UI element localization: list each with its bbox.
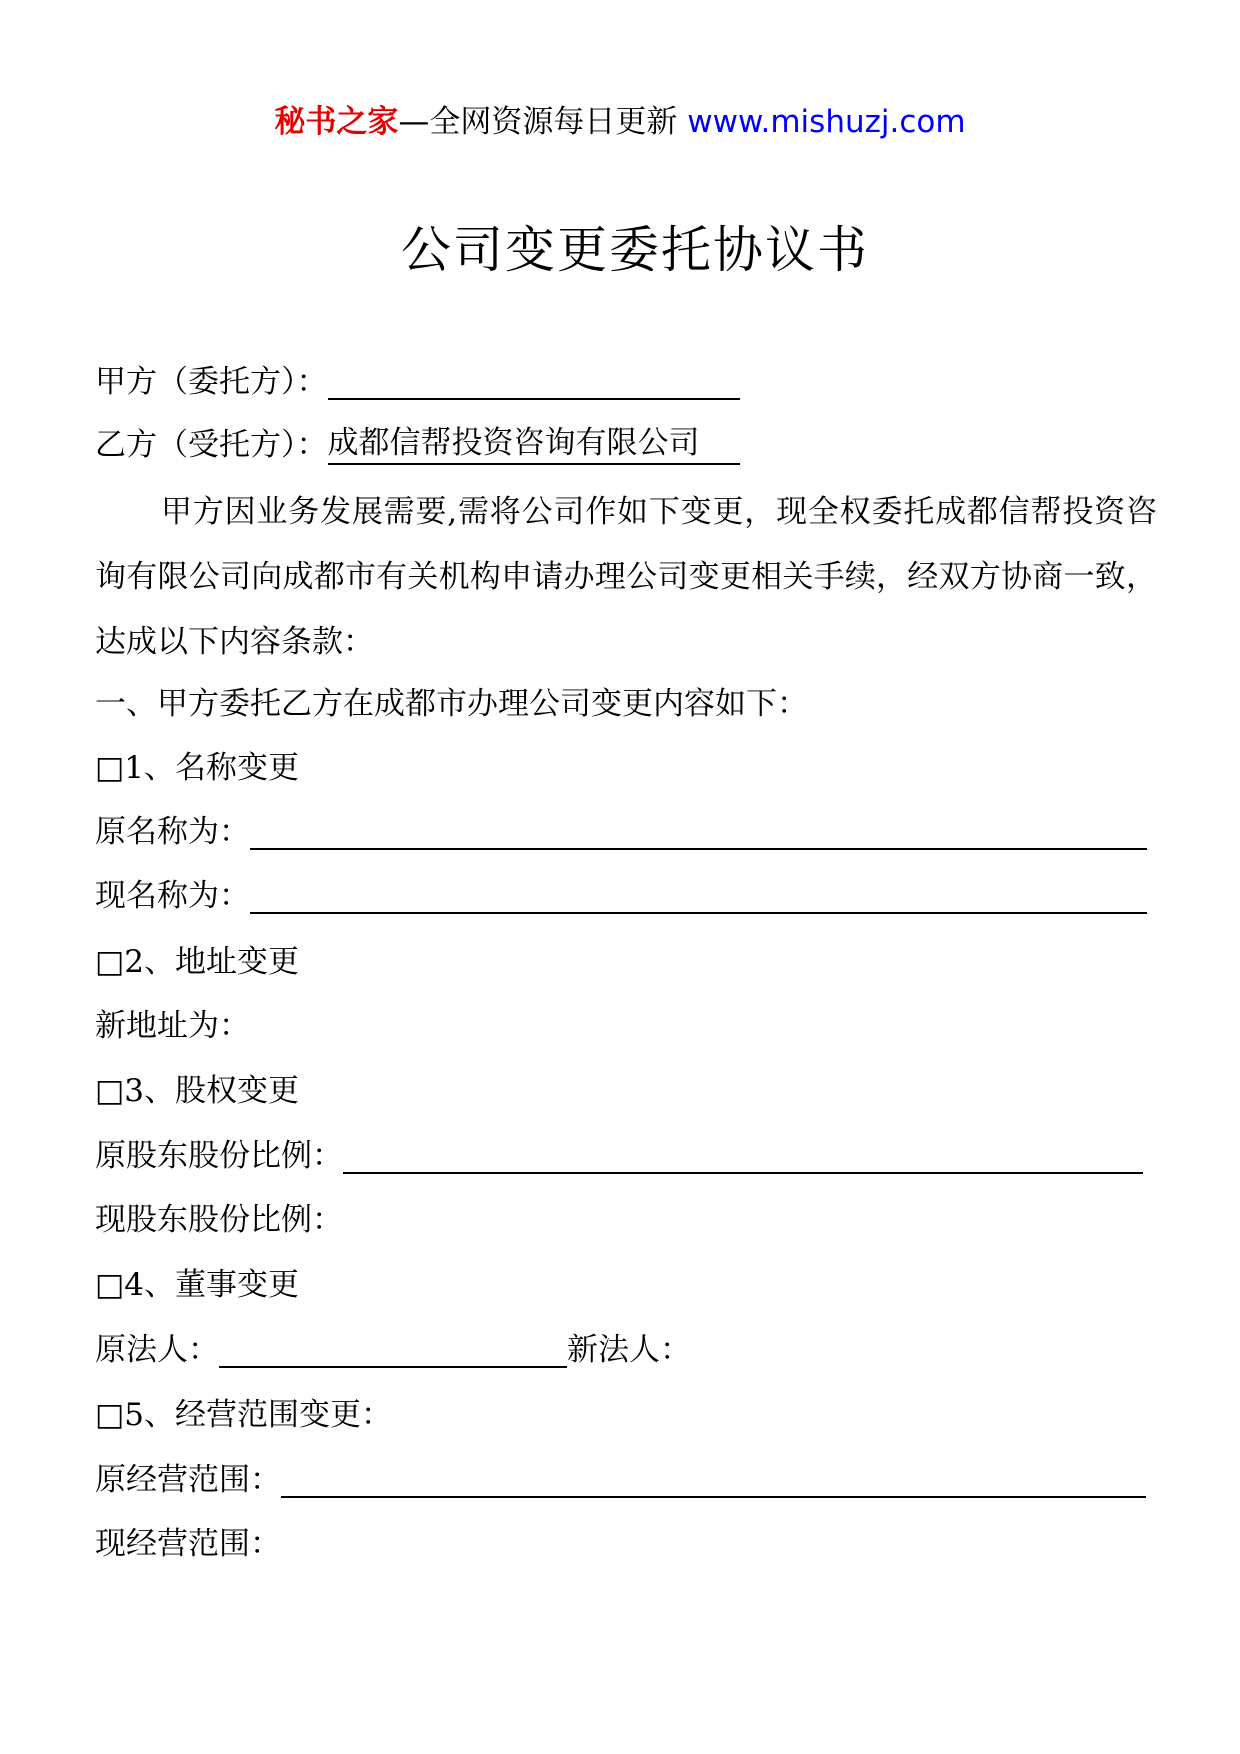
old-scope-label: 原经营范围： — [95, 1462, 281, 1498]
checkbox-director-change[interactable]: □ — [95, 1267, 125, 1303]
item-3-equity-change — [95, 1071, 299, 1111]
party-a-row — [95, 362, 740, 402]
header-tagline: —全网资源每日更新 — [398, 104, 678, 140]
party-b-label: 乙方（受托方）： — [95, 427, 328, 463]
party-b-row — [95, 423, 740, 465]
item-1-label: 1、名称变更 — [124, 750, 300, 786]
old-scope-blank[interactable] — [281, 1466, 1146, 1498]
new-address-label: 新地址为： — [95, 1008, 250, 1044]
item-1-name-change — [95, 748, 299, 788]
section-1-heading: 一、甲方委托乙方在成都市办理公司变更内容如下： — [95, 686, 808, 722]
checkbox-equity-change[interactable]: □ — [95, 1073, 125, 1109]
old-equity-row — [95, 1136, 1143, 1176]
new-name-label: 现名称为： — [95, 878, 250, 914]
old-equity-label: 原股东股份比例： — [95, 1138, 343, 1174]
old-name-row — [95, 812, 1147, 852]
item-5-label: 5、经营范围变更： — [124, 1397, 393, 1433]
checkbox-name-change[interactable]: □ — [95, 750, 125, 786]
party-a-blank[interactable] — [328, 368, 740, 400]
old-name-blank[interactable] — [250, 818, 1147, 850]
old-scope-row — [95, 1460, 1146, 1500]
item-3-label: 3、股权变更 — [124, 1073, 300, 1109]
new-legal-label: 新法人： — [567, 1332, 691, 1368]
item-4-director-change — [95, 1265, 299, 1305]
old-equity-blank[interactable] — [343, 1142, 1143, 1174]
checkbox-address-change[interactable]: □ — [95, 944, 125, 980]
item-5-scope-change — [95, 1395, 392, 1435]
old-name-label: 原名称为： — [95, 814, 250, 850]
new-equity-label: 现股东股份比例： — [95, 1202, 343, 1238]
item-4-label: 4、董事变更 — [124, 1267, 300, 1303]
party-a-label: 甲方（委托方）： — [95, 364, 328, 400]
new-name-row — [95, 876, 1147, 916]
old-legal-blank[interactable] — [219, 1336, 567, 1368]
legal-person-row — [95, 1330, 691, 1370]
intro-paragraph: 甲方因业务发展需要,需将公司作如下变更，现全权委托成都信帮投资咨询有限公司向成都市有关机构申请办理公司变更相关手续，经双方协商一致，达成以下内容条款： — [95, 494, 1157, 660]
brand-name: 秘书之家 — [274, 104, 399, 140]
old-legal-label: 原法人： — [95, 1332, 219, 1368]
site-header — [0, 100, 1240, 144]
item-2-address-change — [95, 942, 299, 982]
party-b-value: 成都信帮投资咨询有限公司 — [328, 423, 740, 465]
site-url[interactable]: www.mishuzj.com — [687, 104, 966, 140]
item-2-label: 2、地址变更 — [124, 944, 300, 980]
new-name-blank[interactable] — [250, 882, 1147, 914]
document-title: 公司变更委托协议书 — [401, 221, 869, 279]
checkbox-scope-change[interactable]: □ — [95, 1397, 125, 1433]
new-scope-label: 现经营范围： — [95, 1526, 281, 1562]
